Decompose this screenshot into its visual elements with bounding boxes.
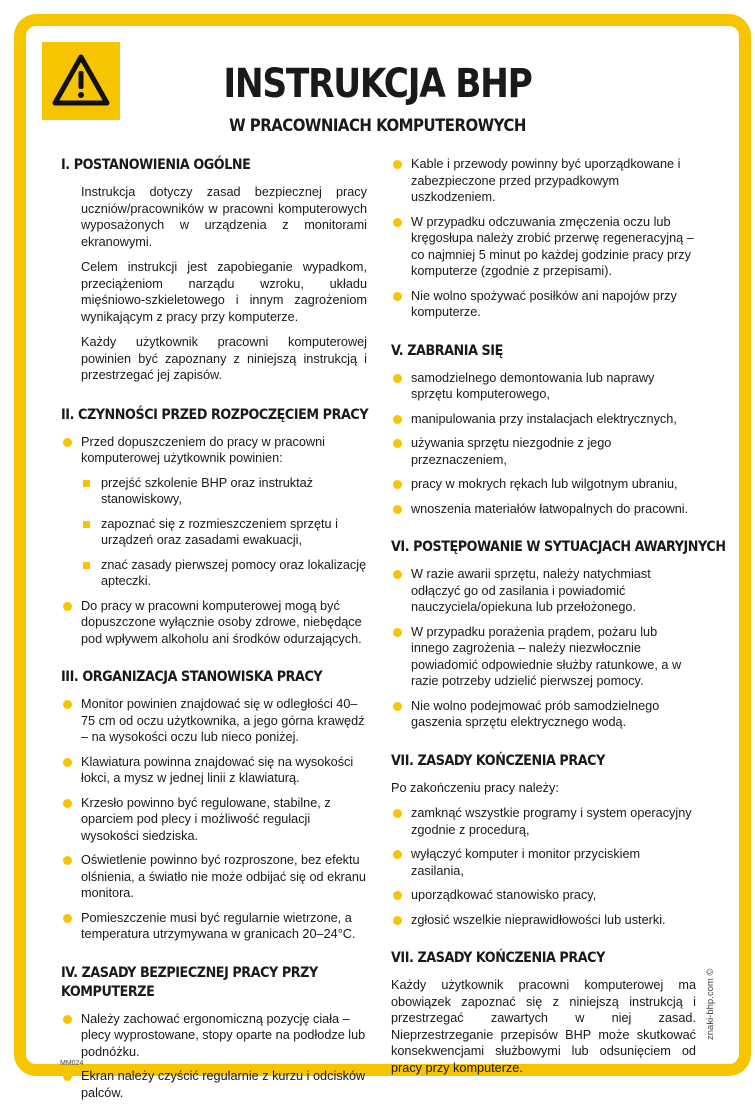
list-item: pracy w mokrych rękach lub wilgotnym ubraniu,: [391, 476, 696, 493]
list-item: W razie awarii sprzętu, należy natychmiast odłączyć go od zasilania i powiadomić nauczyciela/opiekuna lub przełożonego.: [391, 566, 696, 616]
publisher-credit: znaki-bhp.com ©: [705, 968, 716, 1040]
list-item: Monitor powinien znajdować się w odległości 40–75 cm od oczu użytkownika, a jego górna krawędź – na wysokości oczu lub nieco poniżej.: [61, 696, 367, 746]
sub-list-item: przejść szkolenie BHP oraz instruktaż stanowiskowy,: [61, 475, 367, 508]
list-item: Przed dopuszczeniem do pracy w pracowni komputerowej użytkownik powinien:: [61, 434, 367, 467]
list-item: manipulowania przy instalacjach elektrycznych,: [391, 411, 696, 428]
sign-code: MM024: [60, 1060, 84, 1067]
section-title-finishing-2: VII. ZASADY KOŃCZENIA PRACY: [391, 950, 605, 966]
list-item: Nie wolno podejmować prób samodzielnego gaszenia sprzętu elektrycznego wodą.: [391, 698, 696, 731]
list-item: Krzesło powinno być regulowane, stabilne, z oparciem pod plecy i możliwość regulacji wysokości siedziska.: [61, 795, 367, 845]
section-title-general: I. POSTANOWIENIA OGÓLNE: [61, 157, 251, 173]
paragraph: Każdy użytkownik pracowni komputerowej powinien być zapoznany z niniejszą instrukcją i przestrzegać jej zapisów.: [81, 335, 367, 382]
list-item: zgłosić wszelkie nieprawidłowości lub usterki.: [391, 912, 696, 929]
list-item: samodzielnego demontowania lub naprawy sprzętu komputerowego,: [391, 370, 696, 403]
list-item: wnoszenia materiałów łatwopalnych do pracowni.: [391, 501, 696, 518]
section-title-safe-work: IV. ZASADY BEZPIECZNEJ PRACY PRZY KOMPUTERZE: [61, 964, 318, 1000]
page-title: INSTRUKCJA BHP: [223, 61, 532, 107]
list-item: Ekran należy czyścić regularnie z kurzu i odcisków palców.: [61, 1068, 367, 1101]
list-item: W przypadku odczuwania zmęczenia oczu lub kręgosłupa należy zrobić przerwę regeneracyjną – co najmniej 5 minut po każdej godzinie pracy przy komputerze (zgodnie z przepisami).: [391, 214, 696, 280]
paragraph: Po zakończeniu pracy należy:: [391, 780, 559, 795]
list-item: używania sprzętu niezgodnie z jego przeznaczeniem,: [391, 435, 696, 468]
list-item: Oświetlenie powinno być rozproszone, bez efektu olśnienia, a światło nie może odbijać się od ekranu monitora.: [61, 852, 367, 902]
list-item: Kable i przewody powinny być uporządkowane i zabezpieczone przed przypadkowym uszkodzeniem.: [391, 156, 696, 206]
page-subtitle: W PRACOWNIACH KOMPUTEROWYCH: [229, 116, 526, 136]
section-title-before-work: II. CZYNNOŚCI PRZED ROZPOCZĘCIEM PRACY: [61, 406, 369, 423]
list-item: zamknąć wszystkie programy i system operacyjny zgodnie z procedurą,: [391, 805, 696, 838]
left-column: [61, 156, 367, 1109]
section-title-finishing: VII. ZASADY KOŃCZENIA PRACY: [391, 752, 605, 769]
warning-badge: [42, 42, 120, 120]
paragraph: Celem instrukcji jest zapobieganie wypadkom, przeciążeniom narządu wzroku, układu mięśniowo-szkieletowego i innym zagrożeniom wynikającym z pracy przy komputerze.: [81, 260, 367, 324]
warning-triangle-icon: [51, 53, 111, 107]
section-title-workstation: III. ORGANIZACJA STANOWISKA PRACY: [61, 669, 323, 685]
sub-list-item: zapoznać się z rozmieszczeniem sprzętu i urządzeń oraz zasadami ewakuacji,: [61, 516, 367, 549]
list-item: Klawiatura powinna znajdować się na wysokości łokci, a mysz w jednej linii z klawiaturą.: [61, 754, 367, 787]
list-item: uporządkować stanowisko pracy,: [391, 887, 696, 904]
paragraph: Instrukcja dotyczy zasad bezpiecznej pracy uczniów/pracowników w pracowni komputerowych wyposażonych w urządzenia z monitorami ekranowymi.: [81, 185, 367, 249]
list-item: wyłączyć komputer i monitor przyciskiem zasilania,: [391, 846, 696, 879]
paragraph: Każdy użytkownik pracowni komputerowej ma obowiązek zapoznać się z niniejszą instrukcją i przestrzegać zawartych w niej zasad. Nieprzestrzeganie przepisów BHP może skutkować konsekwencjami służbowymi lub odsunięciem od pracy przy komputerze.: [391, 978, 696, 1075]
list-item: Należy zachować ergonomiczną pozycję ciała – plecy wyprostowane, stopy oparte na podłodze lub podnóżku.: [61, 1011, 367, 1061]
section-title-prohibited: V. ZABRANIA SIĘ: [391, 342, 503, 359]
sub-list-item: znać zasady pierwszej pomocy oraz lokalizację apteczki.: [61, 557, 367, 590]
list-item: Pomieszczenie musi być regularnie wietrzone, a temperatura utrzymywana w granicach 20–24°C.: [61, 910, 367, 943]
section-title-emergency: VI. POSTĘPOWANIE W SYTUACJACH AWARYJNYCH: [391, 539, 726, 555]
list-item: W przypadku porażenia prądem, pożaru lub innego zagrożenia – należy niezwłocznie powiadomić odpowiednie służby ratunkowe, a w razie potrzeby udzielić pierwszej pomocy.: [391, 624, 696, 690]
list-item: Nie wolno spożywać posiłków ani napojów przy komputerze.: [391, 288, 696, 321]
list-item: Do pracy w pracowni komputerowej mogą być dopuszczone wyłącznie osoby zdrowe, niebędące pod wpływem alkoholu ani środków odurzających.: [61, 598, 367, 648]
